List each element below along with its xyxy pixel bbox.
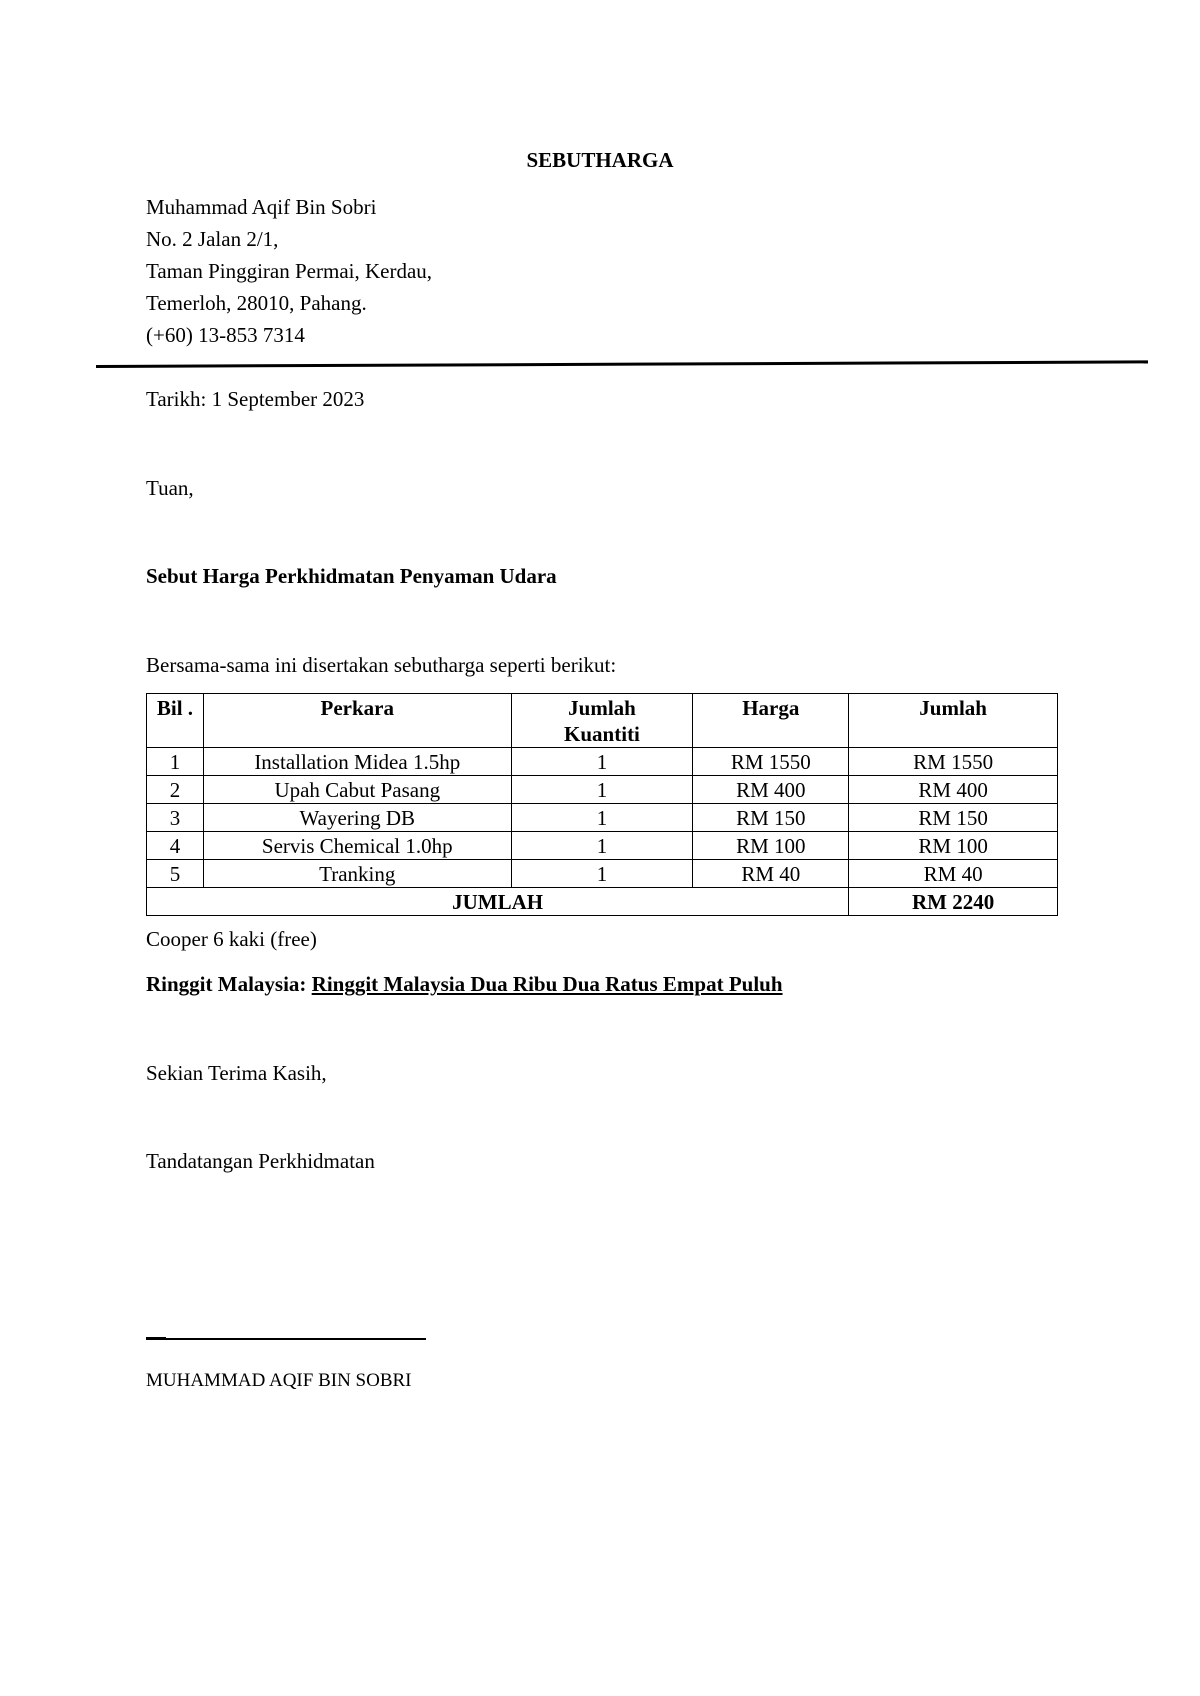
quotation-table <box>146 693 1058 916</box>
cell-harga: RM 100 <box>693 832 849 860</box>
ringgit-line <box>146 972 783 997</box>
cell-kuantiti: 1 <box>511 804 693 832</box>
cell-perkara: Wayering DB <box>203 804 511 832</box>
cell-bil: 3 <box>147 804 204 832</box>
table-row <box>147 776 1058 804</box>
table-row <box>147 748 1058 776</box>
cell-harga: RM 150 <box>693 804 849 832</box>
header-kuantiti-line-1: Jumlah <box>568 696 636 720</box>
cell-perkara: Installation Midea 1.5hp <box>203 748 511 776</box>
cell-bil: 4 <box>147 832 204 860</box>
subject-line: Sebut Harga Perkhidmatan Penyaman Udara <box>146 564 557 588</box>
cell-jumlah: RM 400 <box>849 776 1058 804</box>
cell-bil: 5 <box>147 860 204 888</box>
cell-perkara: Tranking <box>203 860 511 888</box>
total-label: JUMLAH <box>147 888 849 916</box>
cell-jumlah: RM 150 <box>849 804 1058 832</box>
cell-perkara: Upah Cabut Pasang <box>203 776 511 804</box>
cell-jumlah: RM 100 <box>849 832 1058 860</box>
cell-bil: 2 <box>147 776 204 804</box>
sender-address-line-3: Temerloh, 28010, Pahang. <box>146 291 367 315</box>
table-row <box>147 804 1058 832</box>
header-harga: Harga <box>693 694 849 748</box>
note-text: Cooper 6 kaki (free) <box>146 927 317 951</box>
document-title: SEBUTHARGA <box>526 148 674 172</box>
cell-kuantiti: 1 <box>511 832 693 860</box>
cell-harga: RM 1550 <box>693 748 849 776</box>
table-row <box>147 860 1058 888</box>
ringgit-label: Ringgit Malaysia: <box>146 972 307 996</box>
header-kuantiti <box>511 694 693 748</box>
sender-address-line-1: No. 2 Jalan 2/1, <box>146 227 279 251</box>
intro-text: Bersama-sama ini disertakan sebutharga seperti berikut: <box>146 653 617 677</box>
closing-text: Sekian Terima Kasih, <box>146 1061 327 1085</box>
table-row <box>147 832 1058 860</box>
header-divider <box>96 360 1148 368</box>
sender-name: Muhammad Aqif Bin Sobri <box>146 195 377 219</box>
cell-bil: 1 <box>147 748 204 776</box>
total-value: RM 2240 <box>849 888 1058 916</box>
salutation: Tuan, <box>146 476 194 500</box>
table-total-row <box>147 888 1058 916</box>
cell-kuantiti: 1 <box>511 776 693 804</box>
cell-jumlah: RM 40 <box>849 860 1058 888</box>
cell-jumlah: RM 1550 <box>849 748 1058 776</box>
cell-harga: RM 40 <box>693 860 849 888</box>
cell-perkara: Servis Chemical 1.0hp <box>203 832 511 860</box>
signature-label: Tandatangan Perkhidmatan <box>146 1149 375 1173</box>
cell-kuantiti: 1 <box>511 748 693 776</box>
sender-phone: (+60) 13-853 7314 <box>146 323 305 347</box>
header-jumlah: Jumlah <box>849 694 1058 748</box>
header-bil: Bil . <box>147 694 204 748</box>
sender-address-line-2: Taman Pinggiran Permai, Kerdau, <box>146 259 433 283</box>
cell-kuantiti: 1 <box>511 860 693 888</box>
date-line: Tarikh: 1 September 2023 <box>146 387 365 411</box>
ringgit-words: Ringgit Malaysia Dua Ribu Dua Ratus Empat Puluh <box>311 972 783 996</box>
header-kuantiti-line-2: Kuantiti <box>564 722 640 746</box>
signature-line <box>146 1338 426 1340</box>
table-header-row <box>147 694 1058 748</box>
cell-harga: RM 400 <box>693 776 849 804</box>
signatory-name: MUHAMMAD AQIF BIN SOBRI <box>146 1370 412 1391</box>
header-perkara: Perkara <box>203 694 511 748</box>
